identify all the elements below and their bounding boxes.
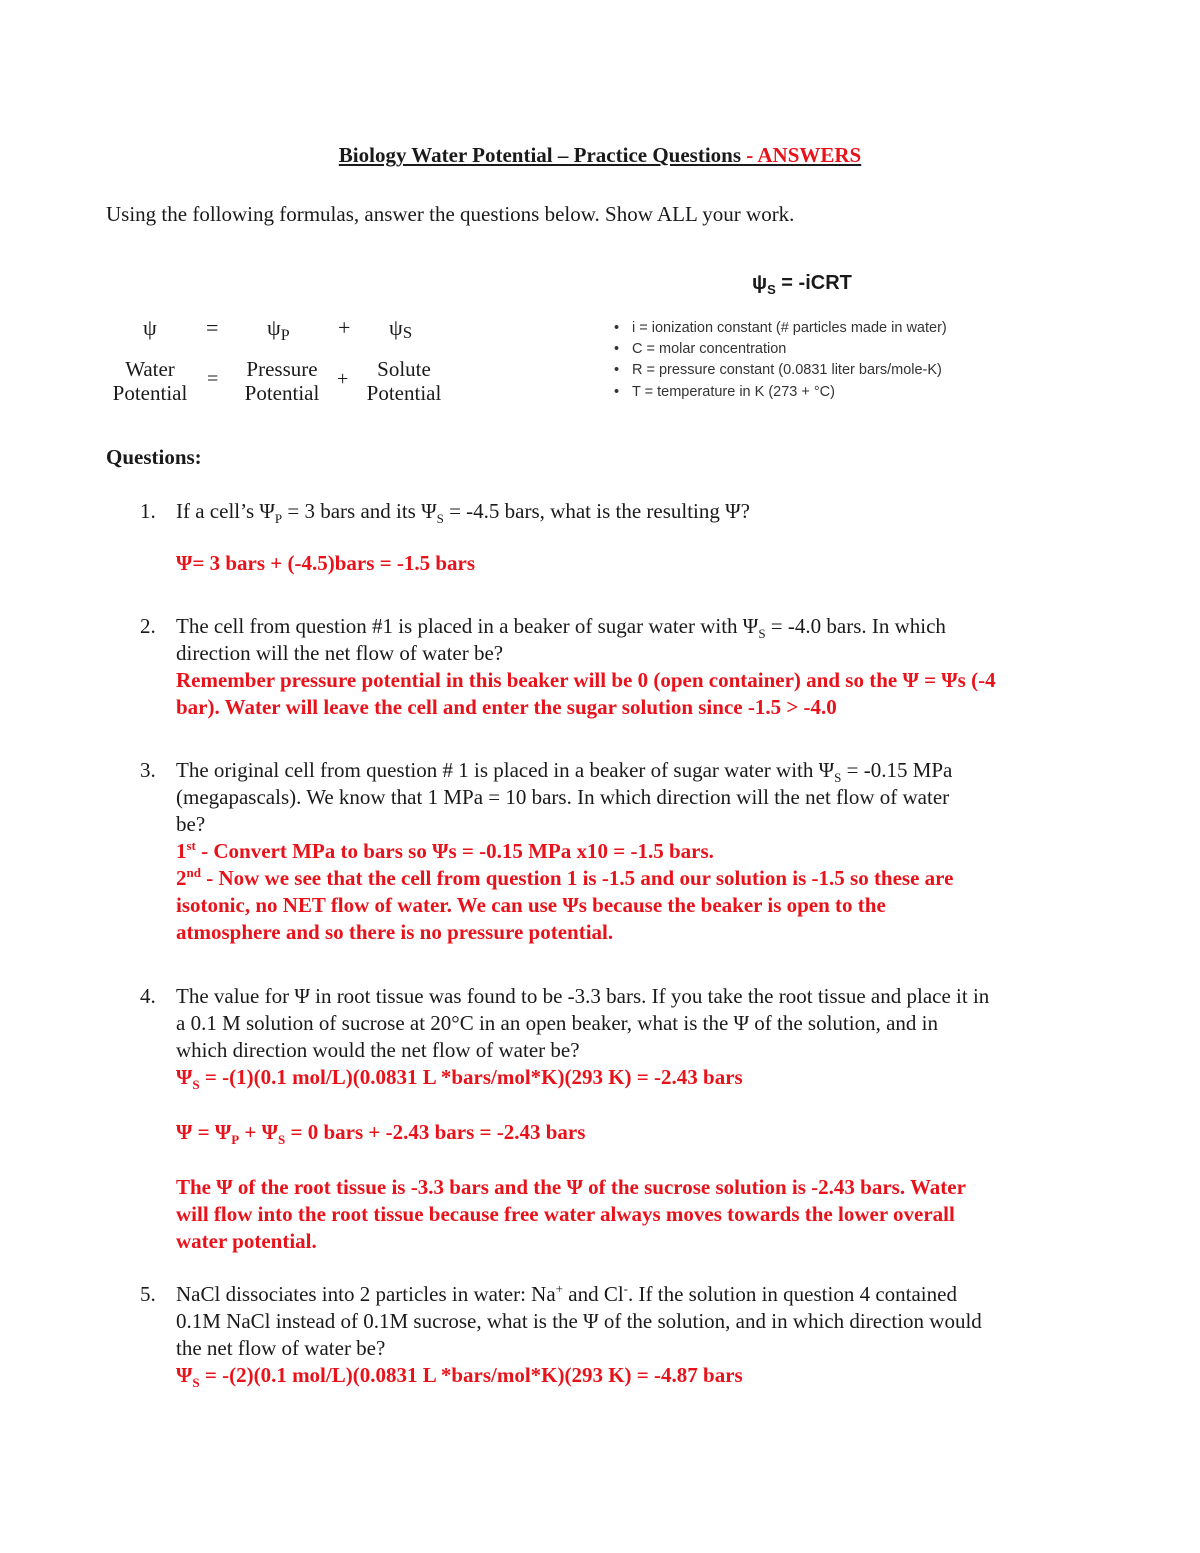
answer-text: 1st - Convert MPa to bars so Ψs = -0.15 MPa x10 = -1.5 bars.: [176, 838, 714, 863]
question-number: 5.: [140, 1282, 156, 1306]
bullet-item: • R = pressure constant (0.0831 liter bars/mole-K): [614, 362, 942, 378]
bullet-item: • C = molar concentration: [614, 341, 787, 357]
answer-text: bar). Water will leave the cell and enter the sugar solution since -1.5 > -4.0: [176, 695, 837, 719]
answer-text: 2nd - Now we see that the cell from question 1 is -1.5 and our solution is -1.5 so these are: [176, 865, 954, 890]
answer-text: Remember pressure potential in this beaker will be 0 (open container) and so the Ψ = Ψs (-4: [176, 668, 996, 692]
label-plus: +: [337, 368, 349, 390]
answer-text: isotonic, no NET flow of water. We can use Ψs because the beaker is open to the: [176, 893, 886, 917]
intro-text: Using the following formulas, answer the questions below. Show ALL your work.: [106, 202, 795, 226]
bullet-item: • T = temperature in K (273 + °C): [614, 384, 835, 400]
answer-text: Ψ= 3 bars + (-4.5)bars = -1.5 bars: [176, 551, 476, 575]
answer-text: atmosphere and so there is no pressure potential.: [176, 920, 614, 944]
answer-text: $\Psi_S = -(1)(0.1$ mol/L)(0.0831 L *bars/mol*K)(293 K) = -2.43 bars: [176, 1065, 743, 1093]
answer-text: $\Psi = \Psi_P + \Psi_S = 0$ bars + -2.43 bars = -2.43 bars: [176, 1120, 586, 1148]
question-text: The original cell from question # 1 is placed in a beaker of sugar water with $\Psi_S = -0.15$ MPa (megapascals). We know that 1 MPa = 10 bars. In which direction will the net flow of water be? 1st - Convert MPa to bars so Ψs = -0.15 MPa x10 = -1.5 bars. 2nd - Now we see that the cell from question 1 is -1.5 and our solution is -1.5 so these are isotonic, no NET flow of water. We can use Ψs because the beaker is open to the atmosphere and so there is no pressure potential.: [176, 757, 1106, 946]
label-water-potential: Water Potential: [112, 357, 188, 405]
question-text: If a cell’s $\Psi_P = 3$ bars and its $\Psi_S = -4.5$ bars, what is the resulting Ψ?: [176, 499, 750, 527]
bullet-item: • i = ionization constant (# particles made in water): [614, 320, 947, 336]
title-answers: - ANSWERS: [741, 143, 862, 167]
question-number: 3.: [140, 758, 156, 782]
answer-text: will flow into the root tissue because free water always moves towards the lower overall: [176, 1202, 955, 1226]
question-number: 1.: [140, 499, 156, 523]
label-solute-potential: Solute Potential: [366, 357, 442, 405]
answer-text: water potential.: [176, 1229, 317, 1253]
label-pressure-potential: Pressure Potential: [244, 357, 320, 405]
question-number: 4.: [140, 984, 156, 1008]
page-title: [0, 143, 1200, 168]
formula-equals: =: [206, 315, 219, 340]
formula-psi-p: $\psi_P$: [267, 315, 290, 344]
question-text: The cell from question #1 is placed in a beaker of sugar water with $\Psi_S = -4.0$ bars. In which direction will the net flow of water be? Remember pressure potential in this beaker will be 0 (open container) and so the Ψ = Ψs (-4 bar). Water will leave the cell and enter the sugar solution since -1.5 > -4.0: [176, 613, 1106, 721]
formula-plus: +: [338, 315, 351, 340]
question-number: 2.: [140, 614, 156, 638]
question-text: NaCl dissociates into 2 particles in water: Na+ and Cl-. If the solution in question 4 contained 0.1M NaCl instead of 0.1M sucrose, what is the Ψ of the solution, and in which direction would the net flow of water be? $\Psi_S = -(2)(0.1$ mol/L)(0.0831 L *bars/mol*K)(293 K) = -4.87 bars: [176, 1281, 1106, 1389]
formula-psi: ψ: [143, 315, 157, 340]
answer-text: $\Psi_S = -(2)(0.1$ mol/L)(0.0831 L *bars/mol*K)(293 K) = -4.87 bars: [176, 1363, 743, 1391]
answer-text: The Ψ of the root tissue is -3.3 bars and the Ψ of the sucrose solution is -2.43 bars. Water: [176, 1175, 966, 1199]
formula-psi-s: ψS: [389, 315, 413, 342]
questions-header: Questions:: [106, 445, 202, 469]
label-equals: =: [207, 368, 219, 390]
question-text: The value for Ψ in root tissue was found to be -3.3 bars. If you take the root tissue and place it in a 0.1 M solution of sucrose at 20°C in an open beaker, what is the Ψ of the solution, and in which direction would the net flow of water be? $\Psi_S = -(1)(0.1$ mol/L)(0.0831 L *bars/mol*K)(293 K) = -2.43 bars $\Psi = \Psi_P + \Psi_S = 0$ bars + -2.43 bars = -2.43 bars The Ψ of the root tissue is -3.3 bars and the Ψ of the sucrose solution is -2.43 bars. Water will flow into the root tissue because free water always moves towards the lower overall water potential.: [176, 983, 1106, 1255]
title-main: Biology Water Potential – Practice Questions: [338, 143, 742, 167]
solute-potential-formula: $\psi_S$ = -iCRT: [752, 272, 852, 297]
